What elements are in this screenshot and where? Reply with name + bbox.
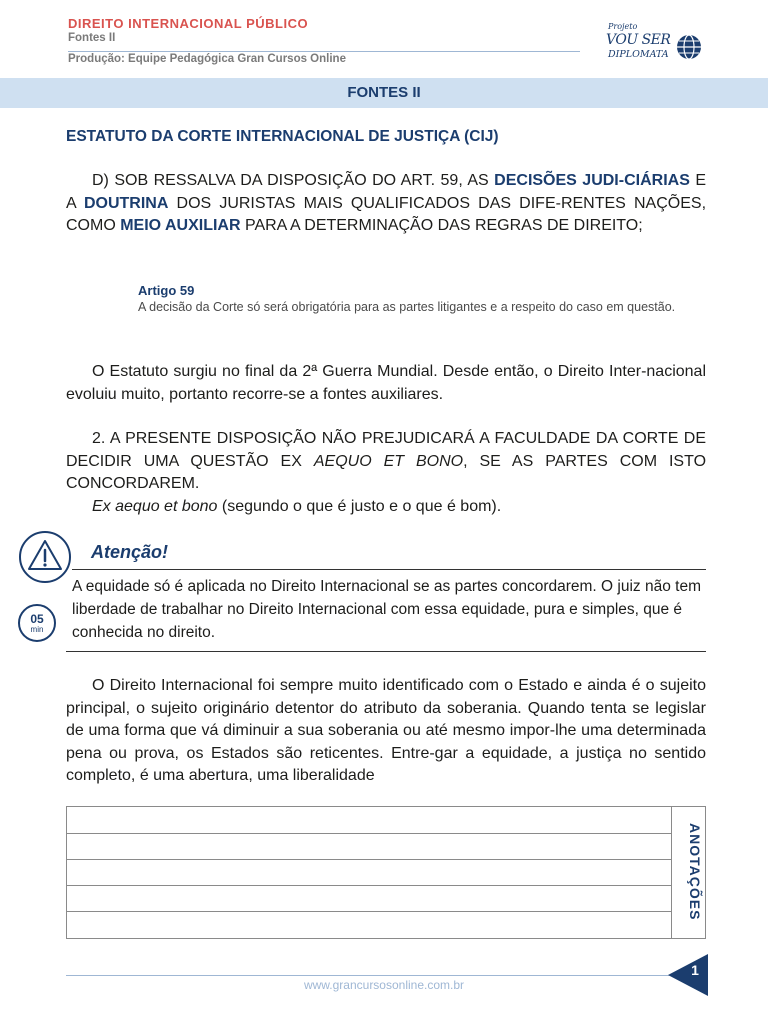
notes-label: ANOTAÇÕES [687,823,703,921]
highlight-meio-auxiliar: MEIO AUXILIAR [120,217,241,234]
warning-icon [18,530,72,584]
logo-main-text: VOU SER [606,32,671,48]
paragraph-2 [66,428,706,518]
course-subtitle: Fontes II [68,32,116,44]
note-line [67,833,671,834]
timer-unit: min [30,625,44,634]
para-final-text: O Direito Internacional foi sempre muito identificado com o Estado e ainda é o sujeito principal, o sujeito originário detentor do atributo da soberania. Quando tenta se legislar de uma forma que vá diminuir a sua soberania ou até mesmo impor-lhe uma determinada pena ou prova, os Estados são reticentes. Entre-gar a equidade, a justiça no sentido completo, é uma abertura, uma liberalidade [66,677,706,784]
paragraph-final [66,675,706,788]
page-header [0,0,768,80]
quote-title: Artigo 59 [138,283,195,298]
footer-rule [66,975,670,976]
production-credit: Produção: Equipe Pedagógica Gran Cursos Online [68,53,346,65]
note-line [67,885,671,886]
notes-area[interactable] [66,806,706,939]
note-line [67,911,671,912]
footer-url[interactable]: www.grancursosonline.com.br [303,978,465,992]
logo-sub-text: DIPLOMATA [608,49,669,60]
globe-icon [676,34,702,60]
course-title: DIREITO INTERNACIONAL PÚBLICO [68,16,309,31]
para-d-text-2: E A [66,172,707,212]
attention-top-rule [72,569,706,570]
attention-text: A equidade só é aplicada no Direito Internacional se as partes concordarem. O juiz não tem liberdade de trabalhar no Direito Internacional com essa equidade, pura e simples, que é conhecida no direito. [72,578,701,641]
article-quote [138,283,708,317]
ex-aequo-term: Ex aequo et bono [92,497,218,515]
topic-title: FONTES II [347,84,421,101]
page-number: 1 [691,962,699,978]
paragraph-d [66,170,706,238]
attention-bottom-rule [66,651,706,652]
para-d-text-3: DOS JURISTAS MAIS QUALIFICADOS DAS DIFE-RENTES NAÇÕES, COMO [66,194,707,234]
highlight-decisoes: DECISÕES JUDI-CIÁRIAS [494,172,690,189]
section-title: ESTATUTO DA CORTE INTERNACIONAL DE JUSTIÇA (CIJ) [66,128,499,145]
header-divider [68,51,580,52]
para-2-emphasis: AEQUO ET BONO [313,452,464,470]
quote-text: A decisão da Corte só será obrigatória para as partes litigantes e a respeito do caso em questão. [138,300,676,314]
attention-title: Atenção! [91,542,169,562]
logo-projeto: Projeto [608,22,638,31]
para-estatuto-text: O Estatuto surgiu no final da 2ª Guerra Mundial. Desde então, o Direito Inter-nacional evoluiu muito, portanto recorre-se a fontes auxiliares. [66,363,706,403]
para-d-text-4: PARA A DETERMINAÇÃO DAS REGRAS DE DIREITO; [240,217,643,234]
highlight-doutrina: DOUTRINA [83,194,169,212]
logo [606,22,716,62]
notes-divider [671,807,672,938]
timer-badge [18,604,56,642]
para-d-text-1: D) SOB RESSALVA DA DISPOSIÇÃO DO ART. 59, AS [92,172,495,189]
ex-aequo-meaning: (segundo o que é justo e o que é bom). [217,497,502,515]
paragraph-estatuto [66,361,706,406]
note-line [67,859,671,860]
para-2-text-1: 2. A PRESENTE DISPOSIÇÃO NÃO PREJUDICARÁ A FACULDADE DA CORTE DE DECIDIR UMA QUESTÃO EX [66,430,706,470]
para-2-text-2: , SE AS PARTES COM ISTO CONCORDAREM. [66,452,707,492]
timer-value: 05 [30,612,44,626]
